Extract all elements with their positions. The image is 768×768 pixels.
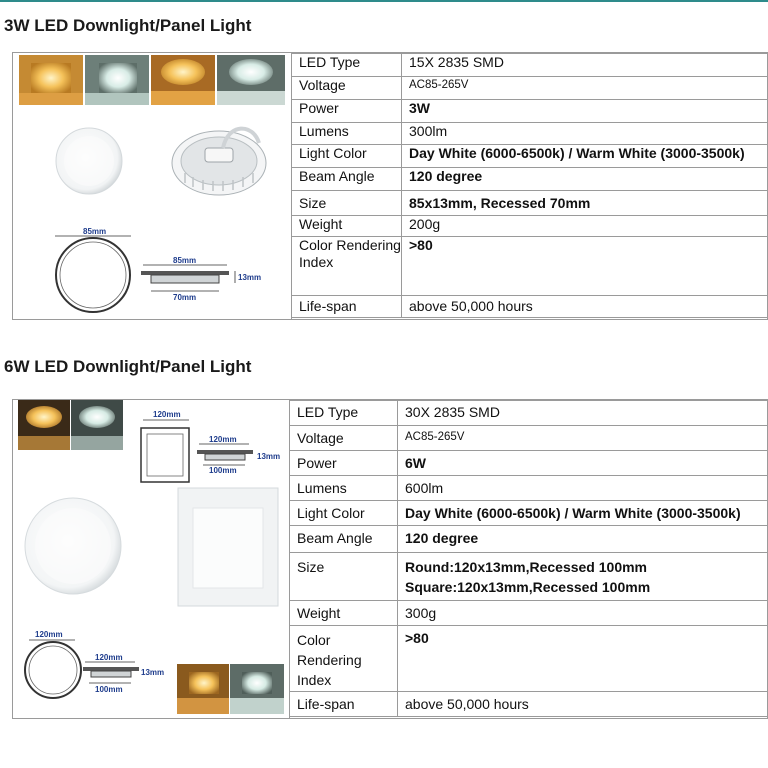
round-panel-front-photo xyxy=(56,128,122,194)
product-images-3w xyxy=(13,53,292,319)
side-profile-drawing xyxy=(141,265,235,291)
table-row xyxy=(292,296,768,318)
product-images-6w xyxy=(13,400,290,718)
table-row xyxy=(292,191,768,216)
row-value: AC85-265V xyxy=(398,426,768,451)
row-label: Beam Angle xyxy=(290,526,398,553)
table-row xyxy=(290,626,768,692)
table-row xyxy=(292,54,768,77)
row-value: 15X 2835 SMD xyxy=(402,54,768,77)
row-value: 300lm xyxy=(402,123,768,145)
cool-round-photo-6w xyxy=(71,400,123,450)
row-label: Light Color xyxy=(292,145,402,168)
row-label: Size xyxy=(290,553,398,601)
row-label: Power xyxy=(292,100,402,123)
row-label: Power xyxy=(290,451,398,476)
row-value: 85x13mm, Recessed 70mm xyxy=(402,191,768,216)
section-title-6w: 6W LED Downlight/Panel Light xyxy=(4,357,252,376)
table-row xyxy=(290,451,768,476)
dim-square-cutout-label: 100mm xyxy=(209,466,237,475)
dim-square-panel-label: 120mm xyxy=(209,435,237,444)
dim-round-height-label: 13mm xyxy=(141,668,165,677)
size-square-text: Square:120x13mm,Recessed 100mm xyxy=(405,579,651,595)
dim-round-diameter-label: 120mm xyxy=(35,630,63,639)
dim-diameter-label: 85mm xyxy=(83,227,107,236)
dim-height-label: 13mm xyxy=(238,273,262,282)
spec-block-6w xyxy=(12,399,768,719)
row-value: 6W xyxy=(398,451,768,476)
dim-cutout-label: 70mm xyxy=(173,293,197,302)
row-value: 120 degree xyxy=(402,168,768,191)
row-label: Lumens xyxy=(292,123,402,145)
row-value: >80 xyxy=(398,626,768,692)
table-row xyxy=(290,526,768,553)
row-value: 300g xyxy=(398,601,768,626)
table-row xyxy=(290,401,768,426)
table-row xyxy=(292,123,768,145)
dim-square-width-label: 120mm xyxy=(153,410,181,419)
table-row xyxy=(290,601,768,626)
row-value-size xyxy=(398,553,768,601)
table-row xyxy=(292,77,768,100)
cool-square-photo xyxy=(85,55,149,105)
cool-round-photo xyxy=(217,55,285,105)
row-value: AC85-265V xyxy=(402,77,768,100)
row-label: Weight xyxy=(290,601,398,626)
table-row xyxy=(292,237,768,296)
row-value: 120 degree xyxy=(398,526,768,553)
section-title-3w: 3W LED Downlight/Panel Light xyxy=(4,16,252,35)
row-value: Day White (6000-6500k) / Warm White (3000-3500k) xyxy=(402,145,768,168)
table-row xyxy=(292,216,768,237)
row-value: above 50,000 hours xyxy=(402,296,768,318)
spec-table-3w xyxy=(291,53,768,318)
row-value: >80 xyxy=(402,237,768,296)
row-value: 600lm xyxy=(398,476,768,501)
row-value: 3W xyxy=(402,100,768,123)
warm-round-photo-6w xyxy=(18,400,70,450)
warm-round-photo xyxy=(151,55,215,105)
table-row xyxy=(290,553,768,601)
row-label: Life-span xyxy=(292,296,402,318)
size-round-text: Round:120x13mm,Recessed 100mm xyxy=(405,559,648,575)
dim-square-height-label: 13mm xyxy=(257,452,281,461)
row-label: Voltage xyxy=(292,77,402,100)
spec-table-6w xyxy=(289,400,768,717)
row-label: Color Rendering Index xyxy=(292,237,402,296)
row-value: 200g xyxy=(402,216,768,237)
row-label: Weight xyxy=(292,216,402,237)
row-label: Light Color xyxy=(290,501,398,526)
round-panel-front-photo-6w xyxy=(25,498,121,594)
dim-round-width-label: 120mm xyxy=(95,653,123,662)
table-row xyxy=(292,100,768,123)
row-value: Day White (6000-6500k) / Warm White (3000-3500k) xyxy=(398,501,768,526)
row-label: Size xyxy=(292,191,402,216)
table-row xyxy=(292,168,768,191)
row-value: above 50,000 hours xyxy=(398,692,768,717)
round-diameter-drawing xyxy=(55,236,131,312)
table-row xyxy=(290,476,768,501)
spec-block-3w xyxy=(12,52,768,320)
row-label: Voltage xyxy=(290,426,398,451)
dim-round-cutout-label: 100mm xyxy=(95,685,123,694)
round-panel-back-photo xyxy=(172,129,266,195)
dim-width-label: 85mm xyxy=(173,256,197,265)
row-label: Life-span xyxy=(290,692,398,717)
row-label: Color Rendering Index xyxy=(290,626,398,692)
cool-square-photo-6w xyxy=(230,664,284,714)
table-row xyxy=(290,692,768,717)
table-row xyxy=(290,501,768,526)
square-panel-front-photo-6w xyxy=(178,488,278,606)
table-row xyxy=(290,426,768,451)
row-label: LED Type xyxy=(290,401,398,426)
warm-square-photo xyxy=(19,55,83,105)
table-row xyxy=(292,145,768,168)
row-label: LED Type xyxy=(292,54,402,77)
row-label: Beam Angle xyxy=(292,168,402,191)
warm-square-photo-6w xyxy=(177,664,229,714)
top-divider-line xyxy=(0,0,768,2)
row-value: 30X 2835 SMD xyxy=(398,401,768,426)
row-label: Lumens xyxy=(290,476,398,501)
